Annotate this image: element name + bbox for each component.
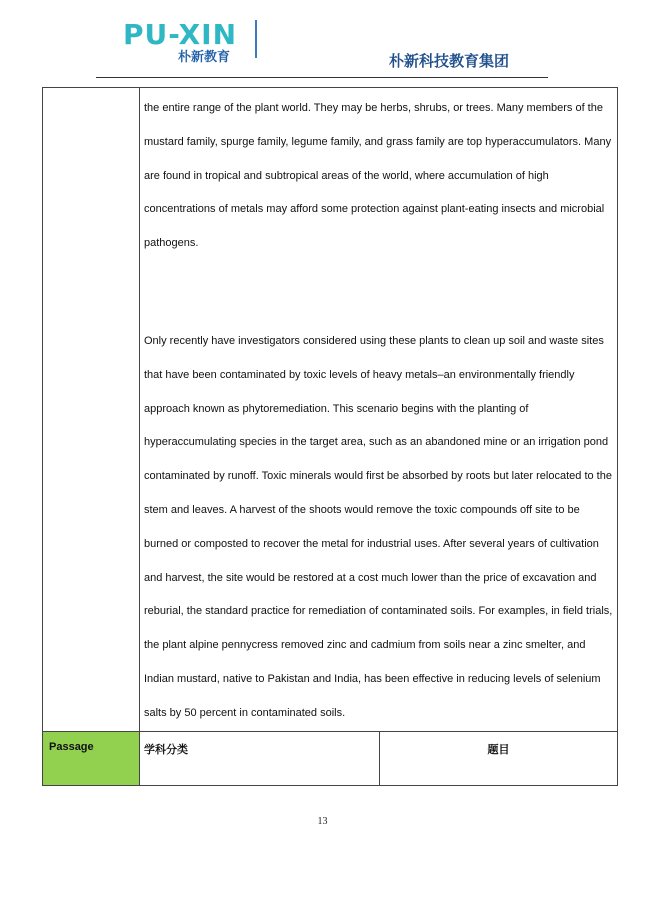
page-header <box>0 0 645 80</box>
company-name: 朴新科技教育集团 <box>389 52 510 70</box>
header-rule <box>96 77 548 78</box>
passage-text-cell <box>140 88 618 732</box>
passage-table <box>42 87 618 786</box>
logo-latin-text: PU-XIN <box>123 18 238 51</box>
left-empty-cell <box>43 88 140 732</box>
logo-divider <box>255 20 257 58</box>
category-label-cell: 学科分类 <box>140 731 380 785</box>
page-number: 13 <box>317 816 328 827</box>
passage-label-cell: Passage <box>43 731 140 785</box>
table-footer-row <box>43 731 618 785</box>
puxin-logo <box>123 20 263 64</box>
paragraph-1: the entire range of the plant world. They may be herbs, shrubs, or trees. Many members of the mustard family, spurge family, legume family, and grass family are top hyperaccumulators. Many are found in tropical and subtropical areas of the world, where accumulation of high concentrations of metals may afford some protection against plant-eating insects and microbial pathogens. <box>144 102 612 250</box>
question-label-cell: 题目 <box>380 731 618 785</box>
paragraph-gap <box>144 261 617 325</box>
paragraph-2: Only recently have investigators considered using these plants to clean up soil and waste sites that have been contaminated by toxic levels of heavy metals–an environmentally friendly approach known as phytoremediation. This scenario begins with the planting of hyperaccumulating species in the target area, such as an abandoned mine or an irrigation pond contaminated by runoff. Toxic minerals would first be absorbed by roots but later relocated to the stem and leaves. A harvest of the shoots would remove the toxic compounds off site to be burned or composted to recover the metal for industrial uses. After several years of cultivation and harvest, the site would be restored at a cost much lower than the price of excavation and reburial, the standard practice for remediation of contaminated soils. For examples, in field trials, the plant alpine pennycress removed zinc and cadmium from soils near a zinc smelter, and Indian mustard, native to Pakistan and India, has been effective in reducing levels of selenium salts by 50 percent in contaminated soils. <box>144 334 613 719</box>
logo-chinese-text: 朴新教育 <box>178 50 231 65</box>
passage-body-row <box>43 88 618 732</box>
